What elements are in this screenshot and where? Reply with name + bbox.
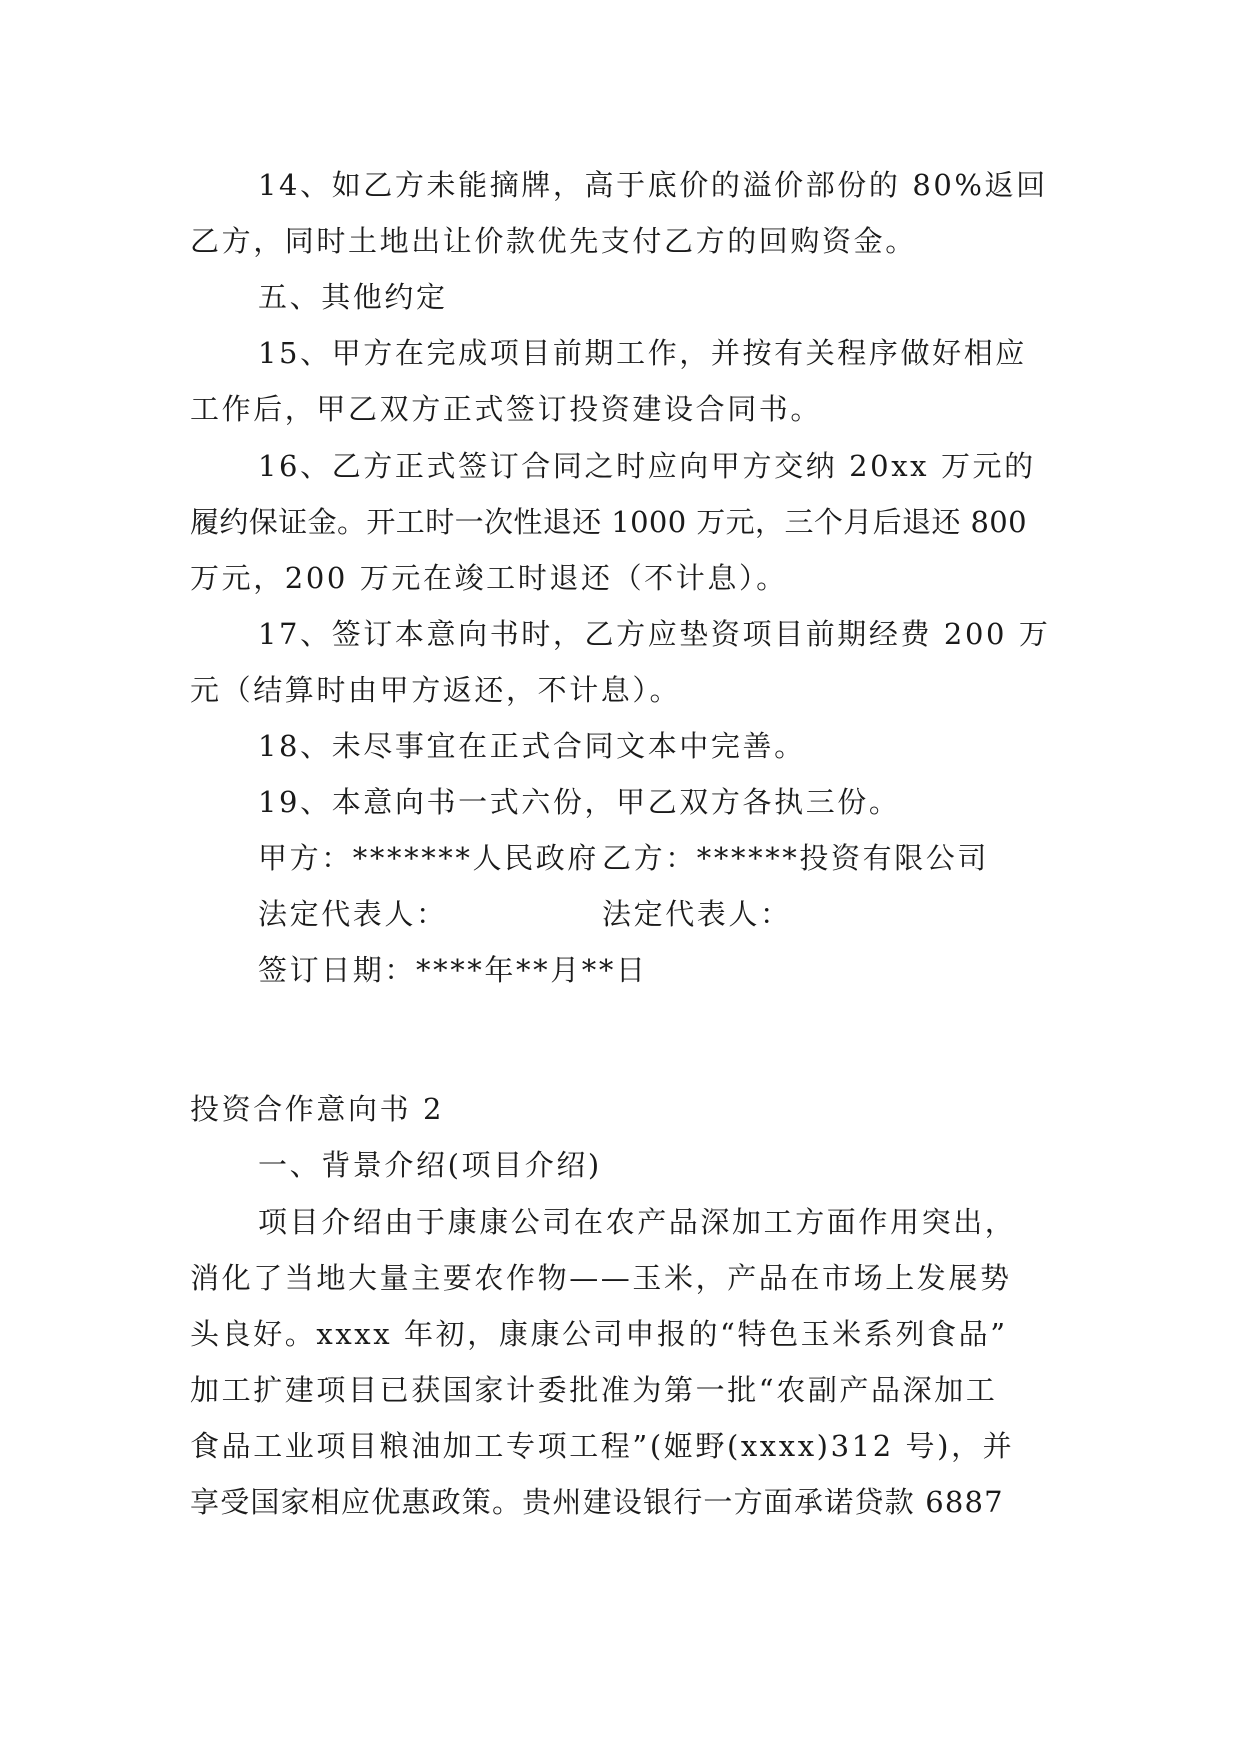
- clause-19: 19、本意向书一式六份，甲乙双方各执三份。: [258, 785, 901, 819]
- clause-16-line-1: 16、乙方正式签订合同之时应向甲方交纳 20xx 万元的: [258, 449, 1036, 483]
- clause-15-line-1: 15、甲方在完成项目前期工作，并按有关程序做好相应: [258, 336, 1027, 370]
- party-b-representative: 法定代表人：: [602, 897, 792, 931]
- signing-date: 签订日期：****年**月**日: [258, 953, 648, 987]
- background-line-6: 享受国家相应优惠政策。贵州建设银行一方面承诺贷款 6887: [190, 1485, 1004, 1519]
- clause-16-line-3: 万元，200 万元在竣工时退还（不计息）。: [190, 561, 788, 595]
- clause-18: 18、未尽事宜在正式合同文本中完善。: [258, 729, 806, 763]
- background-line-3: 头良好。xxxx 年初，康康公司申报的“特色玉米系列食品”: [190, 1317, 1008, 1351]
- clause-14-line-2: 乙方，同时土地出让价款优先支付乙方的回购资金。: [190, 224, 917, 258]
- background-line-5: 食品工业项目粮油加工专项工程”(姬野(xxxx)312 号)，并: [190, 1429, 1015, 1463]
- party-a-name: 甲方：*******人民政府: [258, 841, 599, 875]
- clause-17-line-1: 17、签订本意向书时，乙方应垫资项目前期经费 200 万: [258, 617, 1051, 651]
- document-2-title: 投资合作意向书 2: [190, 1092, 445, 1126]
- background-line-1: 项目介绍由于康康公司在农产品深加工方面作用突出，: [258, 1205, 1017, 1239]
- party-b-name: 乙方：******投资有限公司: [602, 841, 990, 875]
- party-a-representative: 法定代表人：: [258, 897, 448, 931]
- clause-17-line-2: 元（结算时由甲方返还，不计息）。: [190, 673, 682, 707]
- clause-15-line-2: 工作后，甲乙双方正式签订投资建设合同书。: [190, 392, 823, 426]
- background-line-4: 加工扩建项目已获国家计委批准为第一批“农副产品深加工: [190, 1373, 998, 1407]
- clause-16-line-2: 履约保证金。开工时一次性退还 1000 万元，三个月后退还 800: [190, 505, 1028, 539]
- section-heading-other: 五、其他约定: [258, 280, 448, 314]
- clause-14-line-1: 14、如乙方未能摘牌，高于底价的溢价部份的 80%返回: [258, 168, 1048, 202]
- background-line-2: 消化了当地大量主要农作物——玉米，产品在市场上发展势: [190, 1261, 1012, 1295]
- background-heading: 一、背景介绍(项目介绍): [258, 1148, 602, 1182]
